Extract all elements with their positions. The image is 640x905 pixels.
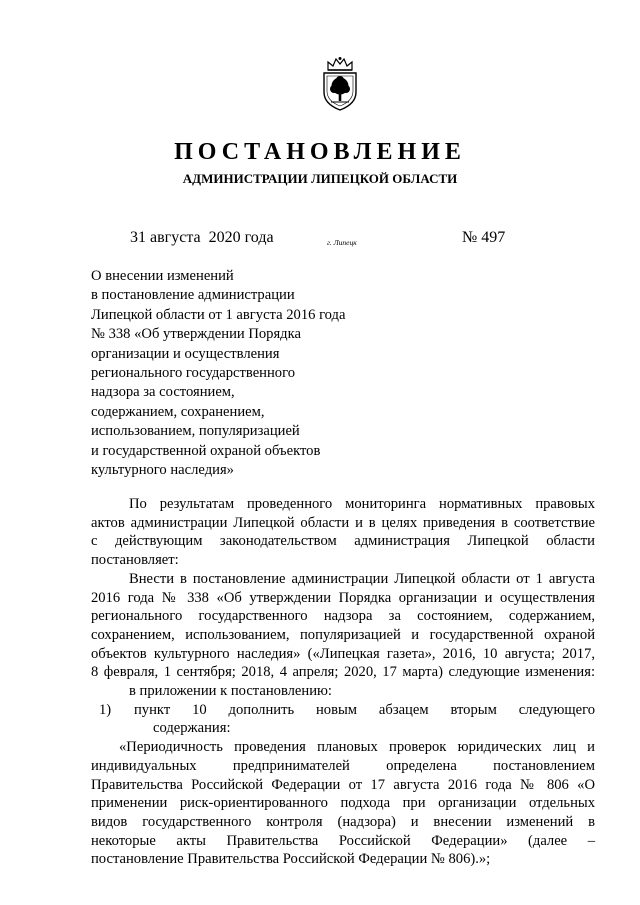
subject-line: надзора за состоянием, <box>91 384 235 401</box>
body-line: 8 февраля, 1 сентября; 2018, 4 апреля; 2020, 17 марта) следующие изменения: <box>91 664 595 681</box>
subject-line: организации и осуществления <box>91 345 280 362</box>
body-line: 2016 года № 338 «Об утверждении Порядка организации и осуществления <box>91 589 595 606</box>
list-item-text: пункт 10 дополнить новым абзацем вторым следующего <box>134 701 595 718</box>
document-number: № 497 <box>462 229 506 246</box>
subject-line: в постановление администрации <box>91 287 295 304</box>
quote-line: Правительства Российской Федерации от 17 августа 2016 года № 806 «О <box>91 776 595 793</box>
quote-line: применении риск-ориентированного подхода при организации отдельных <box>91 795 595 812</box>
document-subtitle: АДМИНИСТРАЦИИ ЛИПЕЦКОЙ ОБЛАСТИ <box>182 171 458 186</box>
list-item-number: 1) <box>99 701 112 718</box>
body-line: в приложении к постановлению: <box>129 683 332 700</box>
body-line: актов администрации Липецкой области и в целях приведения в соответствие <box>91 514 595 531</box>
subject-line: регионального государственного <box>91 365 296 382</box>
list-item-continuation: содержания: <box>153 720 231 737</box>
quote-line: постановление Правительства Российской Федерации № 806).»; <box>91 851 491 868</box>
document-title: ПОСТАНОВЛЕНИЕ <box>174 139 466 165</box>
body-line: постановляет: <box>91 552 179 569</box>
body-line: регионального государственного надзора за состоянием, содержанием, <box>91 608 595 625</box>
body-line: По результатам проведенного мониторинга нормативных правовых <box>129 496 595 512</box>
coat-of-arms-icon <box>319 56 361 112</box>
body-line: Внести в постановление администрации Липецкой области от 1 августа <box>129 570 595 587</box>
subject-line: О внесении изменений <box>91 268 234 284</box>
document-body <box>91 495 595 869</box>
document-city: г. Липецк <box>327 238 357 247</box>
quote-line: индивидуальных предпринимателей определена постановлением <box>91 757 595 774</box>
quote-line: некоторые акты Правительства Российской Федерации» (далее – <box>91 832 595 849</box>
quote-line: видов государственного контроля (надзора) и внесении изменений в <box>91 813 595 830</box>
subject-line: использованием, популяризацией <box>91 423 300 440</box>
body-line: объектов культурного наследия» («Липецкая газета», 2016, 10 августа; 2017, <box>91 645 595 662</box>
quote-line: «Периодичность проведения плановых проверок юридических лиц и <box>119 739 595 756</box>
subject-line: Липецкой области от 1 августа 2016 года <box>91 306 346 323</box>
body-line: с действующим законодательством администрация Липецкой области <box>91 533 595 550</box>
subject-line: культурного наследия» <box>91 462 234 479</box>
document-subject <box>91 267 391 480</box>
subject-line: № 338 «Об утверждении Порядка <box>91 326 301 343</box>
list-item <box>91 701 595 720</box>
subject-line: и государственной охраной объектов <box>91 442 321 459</box>
subject-line: содержанием, сохранением, <box>91 403 265 420</box>
document-date: 31 августа 2020 года <box>130 229 274 246</box>
body-line: сохранением, использованием, популяризацией и государственной охраной <box>91 626 595 643</box>
